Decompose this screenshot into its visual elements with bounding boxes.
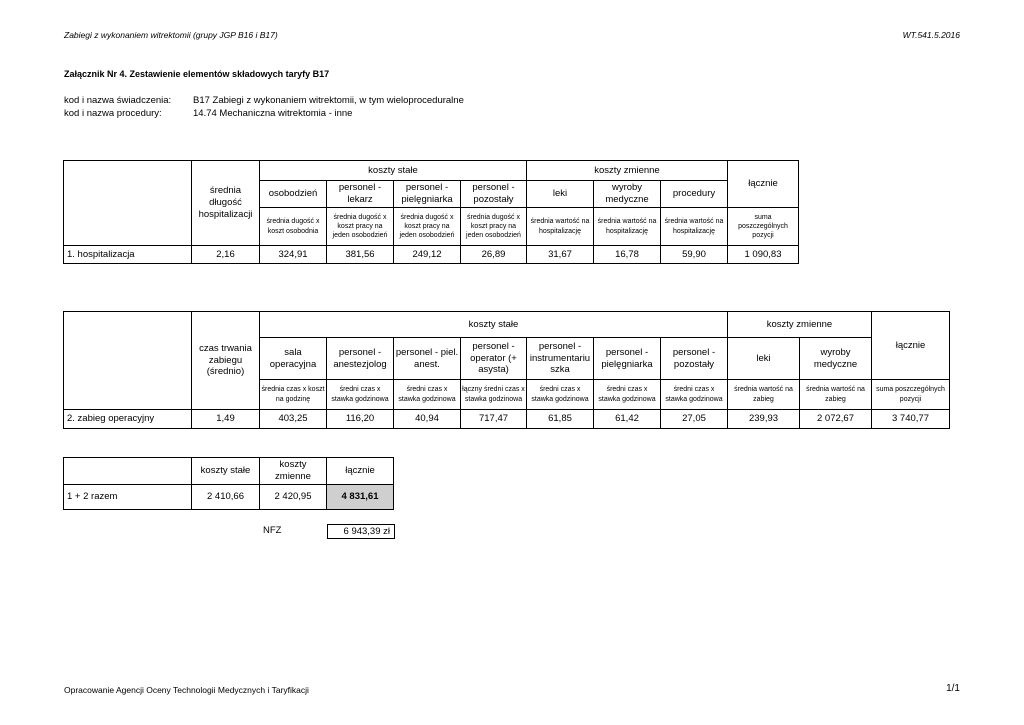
table3-head: koszty stałe: [192, 458, 260, 485]
table-cell: 61,42: [594, 410, 661, 429]
table2-sub: średni czas x stawka godzinowa: [594, 380, 661, 410]
table3-head: koszty zmienne: [260, 458, 327, 485]
table1-row-label: 1. hospitalizacja: [64, 246, 192, 264]
table1-sub: średnia wartość na hospitalizację: [594, 208, 661, 246]
table-cell: 2 072,67: [800, 410, 872, 429]
table2-head: personel - anestezjolog: [327, 338, 394, 380]
table1-sub: średnia wartość na hospitalizację: [527, 208, 594, 246]
table-cell: 2 410,66: [192, 485, 260, 510]
table-cell: 61,85: [527, 410, 594, 429]
table-cell: 403,25: [260, 410, 327, 429]
page-number: 1/1: [946, 683, 960, 694]
table1-sub: średnia dugość x koszt pracy na jeden osobodzień: [394, 208, 461, 246]
nfz-label: NFZ: [263, 525, 282, 536]
table2-sub: łączny średni czas x stawka godzinowa: [461, 380, 527, 410]
table1-group-fixed: koszty stałe: [260, 161, 527, 181]
table2-sub: średni czas x stawka godzinowa: [394, 380, 461, 410]
table-cell: 26,89: [461, 246, 527, 264]
table1-head: personel - pielęgniarka: [394, 181, 461, 208]
table-row: [64, 246, 799, 264]
table-cell: 1 090,83: [728, 246, 799, 264]
table1-total-header: łącznie: [728, 161, 799, 208]
table-hospitalization: [63, 160, 799, 264]
table-cell: 239,93: [728, 410, 800, 429]
table2-sub: średnia wartość na zabieg: [800, 380, 872, 410]
table1-head: personel - pozostały: [461, 181, 527, 208]
document-title: Załącznik Nr 4. Zestawienie elementów składowych taryfy B17: [64, 69, 330, 79]
meta-value-service: B17 Zabiegi z wykonaniem witrektomii, w tym wieloproceduralne: [193, 95, 464, 106]
table2-group-variable: koszty zmienne: [728, 312, 872, 338]
table1-corner: [64, 161, 192, 246]
table3-row-label: 1 + 2 razem: [64, 485, 192, 510]
table1-head: wyroby medyczne: [594, 181, 661, 208]
table1-sub: średnia dugość x koszt osobodnia: [260, 208, 327, 246]
table1-sub: średnia dugość x koszt pracy na jeden osobodzień: [327, 208, 394, 246]
table1-sub: średnia dugość x koszt pracy na jeden osobodzień: [461, 208, 527, 246]
table2-head: personel - pielęgniarka: [594, 338, 661, 380]
table3-head: łącznie: [327, 458, 394, 485]
table2-sub: średni czas x stawka godzinowa: [661, 380, 728, 410]
header-right: WT.541.5.2016: [902, 30, 960, 40]
table2-head: personel - pozostały: [661, 338, 728, 380]
table2-head: leki: [728, 338, 800, 380]
table1-head: leki: [527, 181, 594, 208]
table-cell: 717,47: [461, 410, 527, 429]
meta-label-service: kod i nazwa świadczenia:: [64, 95, 172, 106]
table1-sub: średnia wartość na hospitalizację: [661, 208, 728, 246]
table1-head: personel - lekarz: [327, 181, 394, 208]
table2-total-header: łącznie: [872, 312, 950, 380]
table2-sub: suma poszczególnych pozycji: [872, 380, 950, 410]
table2-head: personel - operator (+ asysta): [461, 338, 527, 380]
table1-los-header: średnia długość hospitalizacji: [192, 161, 260, 246]
footer-left: Opracowanie Agencji Oceny Technologii Medycznych i Taryfikacji: [64, 685, 309, 695]
table-cell: 31,67: [527, 246, 594, 264]
table1-sub: suma poszczególnych pozycji: [728, 208, 799, 246]
table2-corner: [64, 312, 192, 410]
table2-head: personel - instrumentariu szka: [527, 338, 594, 380]
table2-sub: średnia wartość na zabieg: [728, 380, 800, 410]
table-cell: 27,05: [661, 410, 728, 429]
table-cell: 59,90: [661, 246, 728, 264]
table-cell: 381,56: [327, 246, 394, 264]
table2-group-fixed: koszty stałe: [260, 312, 728, 338]
table-cell: 324,91: [260, 246, 327, 264]
table2-sub: średni czas x stawka godzinowa: [327, 380, 394, 410]
table2-row-label: 2. zabieg operacyjny: [64, 410, 192, 429]
table-cell: 2 420,95: [260, 485, 327, 510]
table3-corner: [64, 458, 192, 485]
table-summary: [63, 457, 394, 510]
table-row: [64, 485, 394, 510]
grand-total-cell: 4 831,61: [327, 485, 394, 510]
table1-head: procedury: [661, 181, 728, 208]
table2-sub: średnia czas x koszt na godzinę: [260, 380, 327, 410]
header-left: Zabiegi z wykonaniem witrektomii (grupy JGP B16 i B17): [64, 30, 278, 40]
table-cell: 16,78: [594, 246, 661, 264]
table1-head: osobodzień: [260, 181, 327, 208]
meta-label-procedure: kod i nazwa procedury:: [64, 108, 162, 119]
table-surgery: [63, 311, 950, 429]
table-cell: 249,12: [394, 246, 461, 264]
table-cell: 1,49: [192, 410, 260, 429]
table-cell: 2,16: [192, 246, 260, 264]
table2-head: personel - piel. anest.: [394, 338, 461, 380]
table2-sub: średni czas x stawka godzinowa: [527, 380, 594, 410]
nfz-value: 6 943,39 zł: [327, 524, 395, 539]
meta-value-procedure: 14.74 Mechaniczna witrektomia - inne: [193, 108, 353, 119]
table-row: [64, 410, 950, 429]
table2-head: wyroby medyczne: [800, 338, 872, 380]
table2-time-header: czas trwania zabiegu (średnio): [192, 312, 260, 410]
table1-group-variable: koszty zmienne: [527, 161, 728, 181]
table-cell: 116,20: [327, 410, 394, 429]
table2-head: sala operacyjna: [260, 338, 327, 380]
table-cell: 40,94: [394, 410, 461, 429]
table-cell: 3 740,77: [872, 410, 950, 429]
